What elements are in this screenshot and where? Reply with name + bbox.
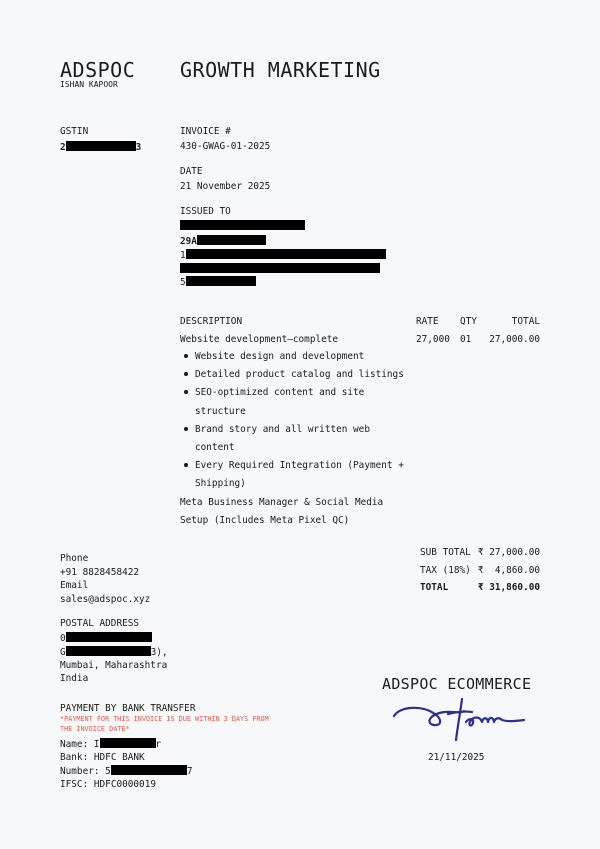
ifsc-label: IFSC: xyxy=(60,779,89,790)
bank-account-number xyxy=(60,765,192,777)
postal-line-3: Mumbai, Maharashtra xyxy=(60,660,168,671)
postal-line-1 xyxy=(60,632,152,644)
list-item: SEO-optimized content and site structure xyxy=(180,384,410,420)
document-title: GROWTH MARKETING xyxy=(180,58,381,82)
bank-ifsc xyxy=(60,779,156,790)
bank-account-name xyxy=(60,738,161,750)
postal-line-4: India xyxy=(60,673,89,684)
item-extra: Meta Business Manager & Social Media Setup (Includes Meta Pixel QC) xyxy=(180,496,384,526)
subtotal-value: ₹ 27,000.00 xyxy=(477,547,540,558)
signature-icon xyxy=(390,696,530,748)
issued-to-line-2 xyxy=(180,235,266,247)
list-item: Every Required Integration (Payment + Shipping) xyxy=(180,457,410,493)
redaction-bar xyxy=(186,276,256,286)
brand-name: ADSPOC xyxy=(60,58,136,82)
column-header-total: TOTAL xyxy=(511,316,540,327)
column-header-description: DESCRIPTION xyxy=(180,316,243,327)
ifsc-value: HDFC0000019 xyxy=(93,779,156,790)
bank-name-label: Name: xyxy=(60,739,89,750)
bank-number-prefix: 5 xyxy=(105,766,111,777)
gstin-suffix: 3 xyxy=(135,142,142,153)
invoice-date: 21 November 2025 xyxy=(180,181,271,192)
bank-number-suffix: 7 xyxy=(186,766,193,777)
redaction-bar xyxy=(66,646,151,656)
postal-line-2 xyxy=(60,646,168,658)
signature-date: 21/11/2025 xyxy=(428,752,485,763)
total-label: TOTAL xyxy=(420,582,449,593)
issued-to-line-2-prefix: 29A xyxy=(180,236,197,247)
subtotal-label: SUB TOTAL xyxy=(420,547,471,558)
postal-address-label: POSTAL ADDRESS xyxy=(60,618,140,629)
owner-name: ISHAN KAPOOR xyxy=(60,80,118,89)
tax-label: TAX (18%) xyxy=(420,565,471,576)
column-header-qty: QTY xyxy=(460,316,477,327)
redaction-bar xyxy=(66,141,136,151)
item-bullet-list xyxy=(180,348,410,494)
bank-value: HDFC BANK xyxy=(93,752,145,763)
list-item: Detailed product catalog and listings xyxy=(180,366,410,384)
payment-label: PAYMENT BY BANK TRANSFER xyxy=(60,703,196,714)
issued-to-line-5 xyxy=(180,276,256,288)
signature-company: ADSPOC ECOMMERCE xyxy=(382,675,532,693)
tax-value: ₹ 4,860.00 xyxy=(477,565,540,576)
column-header-rate: RATE xyxy=(416,316,439,327)
invoice-date-label: DATE xyxy=(180,166,203,177)
redaction-bar xyxy=(197,235,266,245)
redaction-bar xyxy=(100,738,156,748)
bank-number-label: Number: xyxy=(60,766,100,777)
email-address: sales@adspoc.xyz xyxy=(60,594,151,605)
list-item: Website design and development xyxy=(180,348,410,366)
invoice-number: 430-GWAG-01-2025 xyxy=(180,141,271,152)
bank-name-suffix: r xyxy=(155,739,162,750)
redaction-bar xyxy=(180,263,380,273)
postal-line-1-prefix: 0 xyxy=(60,633,66,644)
phone-number: +91 8828458422 xyxy=(60,567,140,578)
bank-label: Bank: xyxy=(60,752,89,763)
issued-to-line-3-prefix: 1 xyxy=(180,250,186,261)
phone-label: Phone xyxy=(60,553,89,564)
item-name: Website development—complete xyxy=(180,334,339,345)
issued-to-line-4 xyxy=(180,263,380,275)
redaction-bar xyxy=(180,220,305,230)
redaction-bar xyxy=(186,249,386,259)
email-label: Email xyxy=(60,580,89,591)
item-total: 27,000.00 xyxy=(489,334,540,345)
issued-to-line-5-prefix: 5 xyxy=(180,277,186,288)
redaction-bar xyxy=(66,632,152,642)
issued-to-label: ISSUED TO xyxy=(180,206,231,217)
gstin-prefix: 2 xyxy=(60,142,66,153)
gstin-label: GSTIN xyxy=(60,126,89,137)
issued-to-line-3 xyxy=(180,249,386,261)
payment-due-note: *PAYMENT FOR THIS INVOICE IS DUE WITHIN 3 DAYS FROM THE INVOICE DATE* xyxy=(60,715,269,733)
item-rate: 27,000 xyxy=(416,334,450,345)
gstin-value xyxy=(60,141,141,153)
postal-line-2-prefix: G xyxy=(60,647,66,658)
bank-name-row xyxy=(60,752,145,763)
item-details xyxy=(180,348,410,530)
total-value: ₹ 31,860.00 xyxy=(477,582,540,593)
redaction-bar xyxy=(111,765,187,775)
issued-to-line-1 xyxy=(180,220,305,232)
bank-name-prefix: I xyxy=(93,739,100,750)
postal-line-2-suffix: 3), xyxy=(150,647,168,658)
invoice-number-label: INVOICE # xyxy=(180,126,231,137)
item-qty: 01 xyxy=(460,334,472,345)
list-item: Brand story and all written web content xyxy=(180,421,410,457)
